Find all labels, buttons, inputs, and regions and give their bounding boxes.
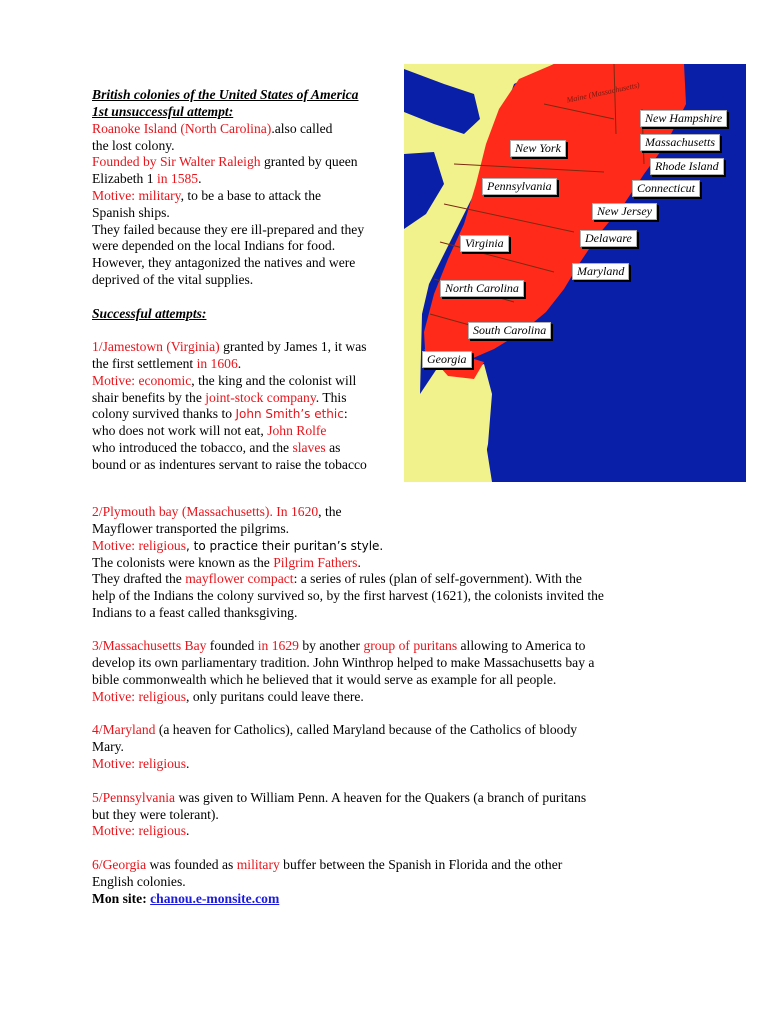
label-south-carolina: South Carolina bbox=[468, 322, 551, 339]
massbay-line-1 bbox=[92, 637, 585, 654]
as-text: as bbox=[325, 440, 341, 455]
not-eat-text: who does not work will not eat, bbox=[92, 423, 268, 438]
joint-stock-company: joint-stock company bbox=[205, 390, 316, 405]
military-word: military bbox=[236, 857, 280, 872]
label-pennsylvania: Pennsylvania bbox=[482, 178, 557, 195]
survived-text: colony survived thanks to bbox=[92, 406, 236, 421]
benefits-text: shair benefits by the bbox=[92, 390, 206, 405]
jamestown-period: . bbox=[237, 356, 242, 371]
document-title: British colonies of the United States of America bbox=[92, 87, 359, 102]
motive-religious-plymouth: Motive: religious bbox=[92, 538, 187, 553]
massbay-name: 3/Massachusetts Bay bbox=[92, 638, 207, 653]
spanish-ships-line: Spanish ships. bbox=[92, 205, 170, 220]
jamestown-text: granted by James 1, it was bbox=[219, 339, 367, 354]
raleigh-name: Founded by Sir Walter Raleigh bbox=[92, 154, 261, 169]
john-smith-ethic: John Smith’s ethic bbox=[235, 407, 344, 421]
pilgrim-fathers: Pilgrim Fathers bbox=[273, 555, 358, 570]
plymouth-line-5 bbox=[92, 570, 582, 587]
jamestown-line-1 bbox=[92, 338, 367, 355]
plymouth-line-2: Mayflower transported the pilgrims. bbox=[92, 521, 290, 536]
known-as-text: The colonists were known as the bbox=[92, 555, 274, 570]
failed-line: They failed because they ere ill-prepared and they bbox=[92, 222, 365, 237]
label-new-jersey: New Jersey bbox=[592, 203, 657, 220]
roanoke-line bbox=[92, 120, 332, 137]
puritan-style: , to practice their puritan’s style. bbox=[186, 539, 384, 553]
jamestown-line-8: bound or as indentures servant to raise the tobacco bbox=[92, 457, 367, 472]
raleigh-line bbox=[92, 153, 358, 170]
penn-line-1 bbox=[92, 789, 586, 806]
label-connecticut: Connecticut bbox=[632, 180, 700, 197]
maryland-line-1 bbox=[92, 721, 577, 738]
maryland-line-3 bbox=[92, 755, 189, 772]
plymouth-line-1 bbox=[92, 503, 342, 520]
elizabeth-text: Elizabeth 1 bbox=[92, 171, 157, 186]
massbay-line-3: bible commonwealth which he believed that it would serve as example for all people. bbox=[92, 672, 557, 687]
antagonized-line: However, they antagonized the natives and were bbox=[92, 255, 356, 270]
penn-end: . bbox=[186, 823, 190, 838]
only-puritans-text: , only puritans could leave there. bbox=[186, 689, 364, 704]
benefits-end: . This bbox=[315, 390, 347, 405]
penn-line-2: but they were tolerant). bbox=[92, 807, 219, 822]
john-rolfe: John Rolfe bbox=[267, 423, 327, 438]
jamestown-line-2 bbox=[92, 355, 241, 372]
motive-economic-text: , the king and the colonist will bbox=[191, 373, 357, 388]
georgia-line-2: English colonies. bbox=[92, 874, 186, 889]
label-virginia: Virginia bbox=[460, 235, 509, 252]
buffer-text: buffer between the Spanish in Florida and the other bbox=[279, 857, 563, 872]
motive-religious-massbay: Motive: religious bbox=[92, 689, 187, 704]
elizabeth-end: . bbox=[198, 171, 202, 186]
jamestown-line-7 bbox=[92, 439, 340, 456]
motive-economic: Motive: economic bbox=[92, 373, 192, 388]
allowing-text: allowing to America to bbox=[457, 638, 586, 653]
georgia-text: was founded as bbox=[146, 857, 237, 872]
massbay-line-2: develop its own parliamentary tradition. John Winthrop helped to make Massachusetts bay a bbox=[92, 655, 595, 670]
first-attempt-heading: 1st unsuccessful attempt: bbox=[92, 104, 234, 119]
elizabeth-line bbox=[92, 170, 202, 187]
pennsylvania-name: 5/Pennsylvania bbox=[92, 790, 176, 805]
penn-line-3 bbox=[92, 822, 189, 839]
colon: : bbox=[343, 406, 348, 421]
label-maryland: Maryland bbox=[572, 263, 629, 280]
jamestown-name: 1/Jamestown (Virginia) bbox=[92, 339, 220, 354]
plymouth-line-3 bbox=[92, 537, 383, 555]
jamestown-settlement: the first settlement bbox=[92, 356, 197, 371]
label-new-hampshire: New Hampshire bbox=[640, 110, 727, 127]
mayflower-compact: mayflower compact bbox=[185, 571, 294, 586]
label-north-carolina: North Carolina bbox=[440, 280, 524, 297]
plymouth-line-7: Indians to a feast called thanksgiving. bbox=[92, 605, 298, 620]
depended-line: were depended on the local Indians for food. bbox=[92, 238, 336, 253]
roanoke-text: .also called bbox=[271, 121, 333, 136]
plymouth-line-4 bbox=[92, 554, 361, 571]
founded-text: founded bbox=[206, 638, 258, 653]
tobacco-text: who introduced the tobacco, and the bbox=[92, 440, 293, 455]
lost-colony-line: the lost colony. bbox=[92, 138, 175, 153]
motive-military: Motive: military bbox=[92, 188, 181, 203]
year-1629: in 1629 bbox=[257, 638, 299, 653]
by-another-text: by another bbox=[298, 638, 364, 653]
roanoke-name: Roanoke Island (North Carolina) bbox=[92, 121, 272, 136]
jamestown-line-6 bbox=[92, 422, 326, 439]
deprived-line: deprived of the vital supplies. bbox=[92, 272, 254, 287]
colonies-map bbox=[404, 64, 746, 482]
drafted-text: They drafted the bbox=[92, 571, 186, 586]
plymouth-text: , the bbox=[318, 504, 342, 519]
plymouth-name: 2/Plymouth bay (Massachusetts). In 1620 bbox=[92, 504, 319, 519]
georgia-line-1 bbox=[92, 856, 562, 873]
year-1585: in 1585 bbox=[156, 171, 199, 186]
jamestown-line-5 bbox=[92, 405, 348, 423]
maryland-line-2: Mary. bbox=[92, 739, 124, 754]
georgia-name: 6/Georgia bbox=[92, 857, 147, 872]
label-delaware: Delaware bbox=[580, 230, 637, 247]
raleigh-text: granted by queen bbox=[260, 154, 358, 169]
site-label: Mon site: bbox=[92, 891, 151, 906]
label-massachusetts: Massachusetts bbox=[640, 134, 720, 151]
slaves: slaves bbox=[292, 440, 326, 455]
maryland-name: 4/Maryland bbox=[92, 722, 156, 737]
motive-religious-penn: Motive: religious bbox=[92, 823, 187, 838]
maryland-end: . bbox=[186, 756, 190, 771]
compact-text: : a series of rules (plan of self-government). With the bbox=[293, 571, 582, 586]
motive-military-line bbox=[92, 187, 321, 204]
label-georgia: Georgia bbox=[422, 351, 472, 368]
motive-religious-maryland: Motive: religious bbox=[92, 756, 187, 771]
maryland-text: (a heaven for Catholics), called Maryland because of the Catholics of bloody bbox=[155, 722, 578, 737]
label-new-york: New York bbox=[510, 140, 566, 157]
pilgrim-end: . bbox=[357, 555, 361, 570]
site-link[interactable]: chanou.e-monsite.com bbox=[150, 891, 280, 906]
label-rhode-island: Rhode Island bbox=[650, 158, 724, 175]
jamestown-line-3 bbox=[92, 372, 356, 389]
massbay-line-4 bbox=[92, 688, 364, 705]
jamestown-line-4 bbox=[92, 389, 346, 406]
successful-heading: Successful attempts: bbox=[92, 306, 207, 321]
site-line bbox=[92, 890, 279, 907]
group-of-puritans: group of puritans bbox=[363, 638, 458, 653]
plymouth-line-6: help of the Indians the colony survived so, by the first harvest (1621), the colonists invited the bbox=[92, 588, 604, 603]
motive-military-text: , to be a base to attack the bbox=[180, 188, 322, 203]
year-1606: in 1606 bbox=[196, 356, 238, 371]
penn-text: was given to William Penn. A heaven for the Quakers (a branch of puritans bbox=[175, 790, 587, 805]
label-maine: Maine (Massachusetts) bbox=[565, 80, 641, 105]
